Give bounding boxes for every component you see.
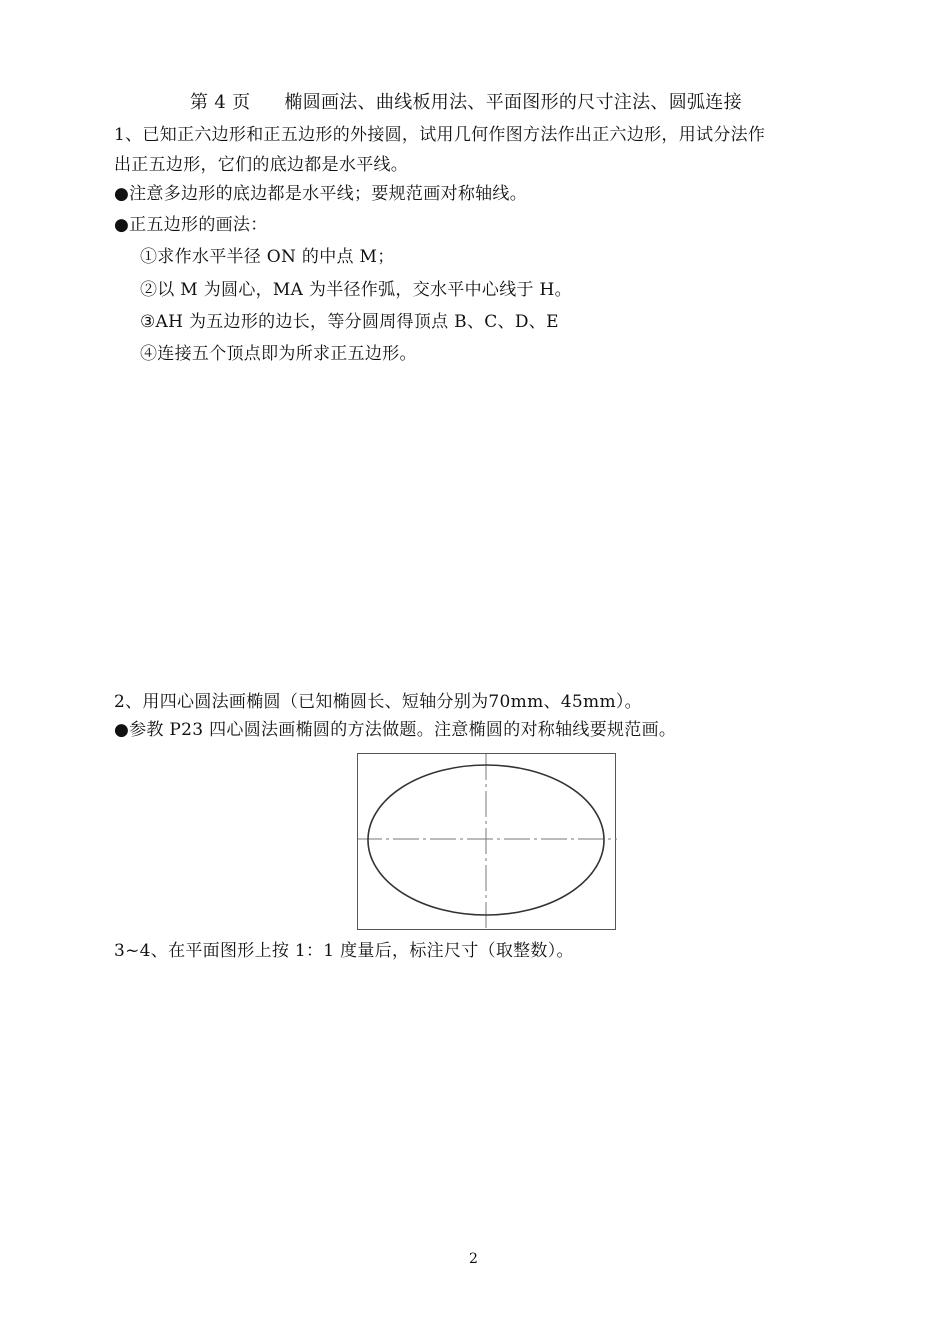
page-label: 第 4 页 — [190, 92, 251, 113]
section1-note2: ●正五边形的画法： — [114, 215, 268, 235]
section2-note1: ●参教 P23 四心圆法画椭圆的方法做题。注意椭圆的对称轴线要规范画。 — [114, 720, 677, 740]
section1-line2: 出正五边形，它们的底边都是水平线。 — [114, 155, 409, 175]
pentagon-step-2: ②以 M 为圆心，MA 为半径作弧，交水平中心线于 H。 — [140, 280, 572, 300]
section3-line1: 3~4、在平面图形上按 1：1 度量后，标注尺寸（取整数）。 — [114, 941, 574, 961]
page-title — [190, 92, 742, 114]
page-topic: 椭圆画法、曲线板用法、平面图形的尺寸注法、圆弧连接 — [284, 92, 742, 113]
page-number: 2 — [469, 1251, 478, 1267]
section1-note1: ●注意多边形的底边都是水平线；要规范画对称轴线。 — [114, 184, 528, 204]
pentagon-step-3: ③AH 为五边形的边长，等分圆周得顶点 B、C、D、E — [140, 312, 559, 332]
ellipse-drawing — [358, 754, 617, 931]
section1-line1: 1、已知正六边形和正五边形的外接圆，试用几何作图方法作出正六边形，用试分法作 — [114, 125, 766, 145]
ellipse-figure — [357, 753, 616, 930]
section2-line1: 2、用四心圆法画椭圆（已知椭圆长、短轴分别为70mm、45mm）。 — [114, 692, 642, 712]
pentagon-step-1: ①求作水平半径 ON 的中点 M； — [140, 247, 395, 267]
pentagon-step-4: ④连接五个顶点即为所求正五边形。 — [140, 344, 417, 364]
